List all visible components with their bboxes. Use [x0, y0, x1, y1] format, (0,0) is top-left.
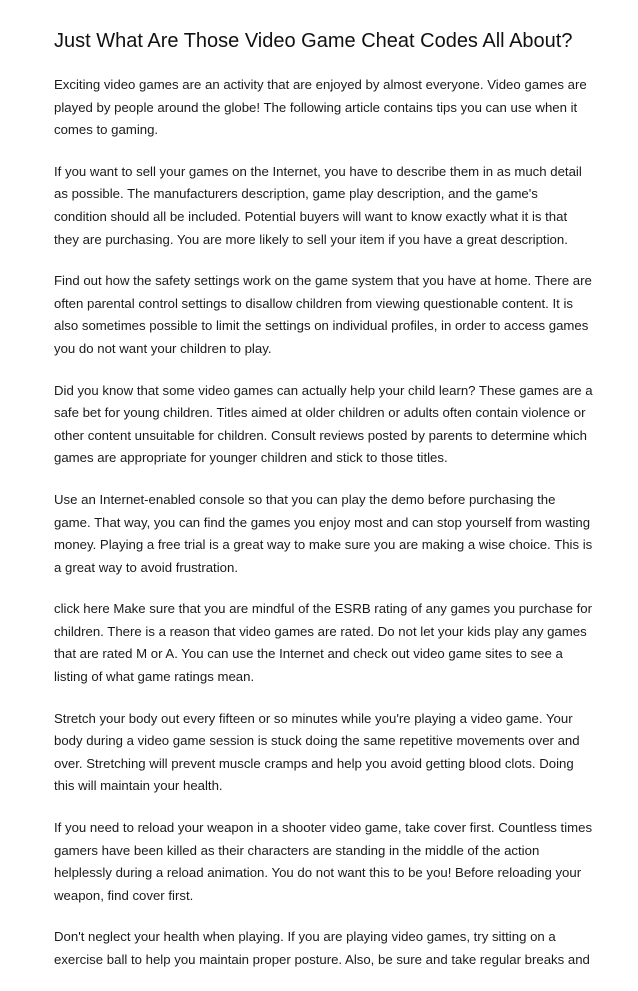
- paragraph-stretching: Stretch your body out every fifteen or so minutes while you're playing a video game. Your body during a video game session is stuck doing the same repetitive movements over and over. Stretching will prevent muscle cramps and help you avoid getting blood clots. Doing this will maintain your health.: [54, 710, 580, 794]
- paragraph-intro: Exciting video games are an activity that are enjoyed by almost everyone. Video games are played by people around the globe! The following article contains tips you can use when it comes to gaming.: [54, 77, 587, 138]
- paragraph-esrb-rating: click here Make sure that you are mindful of the ESRB rating of any games you purchase for children. There is a reason that video games are rated. Do not let your kids play any games that are rated M or A. You can use the Internet and check out video game sites to see a listing of what game ratings mean.: [54, 601, 593, 685]
- paragraph-safety-settings: Find out how the safety settings work on the game system that you have at home. There are often parental control settings to disallow children from viewing questionable content. It is also sometimes possible to limit the settings on individual profiles, in order to access games you do not want your children to play.: [54, 273, 592, 356]
- paragraph-demo-console: Use an Internet-enabled console so that you can play the demo before purchasing the game. That way, you can find the games you enjoy most and can stop yourself from wasting money. Playing a free trial is a great way to make sure you are making a wise choice. This is a great way to avoid frustration.: [54, 491, 593, 575]
- paragraph-selling-games: If you want to sell your games on the Internet, you have to describe them in as much detail as possible. The manufacturers description, game play description, and the game's condition should all be included. Potential buyers will want to know exactly what it is that they are purchasing. You are more likely to sell your item if you have a great description.: [54, 163, 582, 247]
- document-title: Just What Are Those Video Game Cheat Codes All About?: [54, 30, 573, 52]
- paragraph-educational-games: Did you know that some video games can actually help your child learn? These games are a safe bet for young children. Titles aimed at older children or adults often contain violence or other content unsuitable for children. Consult reviews posted by parents to determine which games are appropriate for younger children and stick to those titles.: [54, 382, 593, 466]
- document-page: [54, 28, 594, 991]
- paragraph-reload-cover: If you need to reload your weapon in a shooter video game, take cover first. Countless times gamers have been killed as their characters are standing in the middle of the action helplessly during a reload animation. You do not want this to be you! Before reloading your weapon, find cover first.: [54, 820, 593, 903]
- paragraph-health: Don't neglect your health when playing. If you are playing video games, try sitting on a exercise ball to help you maintain proper posture. Also, be sure and take regular breaks and: [54, 929, 590, 967]
